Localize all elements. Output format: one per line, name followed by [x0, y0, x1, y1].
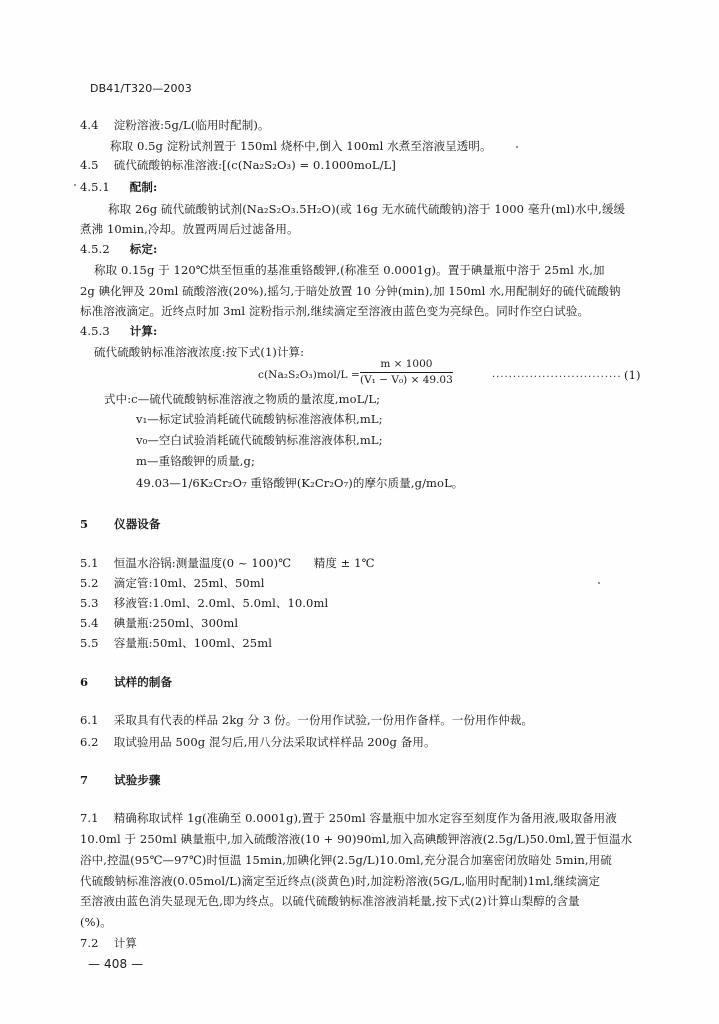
section-4-5-1: [80, 182, 157, 194]
list-item: [80, 558, 375, 570]
paragraph-line: 浴中,控温(95℃—97℃)时恒温 15min,加碘化钾(2.5g/L)10.0ml,充分混合加塞密闭放暗处 5min,用硫: [80, 853, 612, 867]
section-number: 4.5.3: [80, 324, 110, 338]
section-number: 5: [80, 517, 89, 531]
paragraph-line: 称取 0.15g 于 120℃烘至恒重的基准重铬酸钾,(称准至 0.0001g)。置于碘量瓶中溶于 25ml 水,加: [94, 263, 605, 277]
scan-speck: [516, 146, 518, 148]
formula-where: v₀—空白试验消耗硫代硫酸钠标准溶液体积,mL;: [136, 433, 383, 447]
document-header: DB41/T320—2003: [90, 82, 192, 95]
formula-fraction: [360, 359, 453, 385]
section-number: 4.5.1: [80, 180, 110, 194]
paragraph-line: (%)。: [80, 915, 112, 929]
section-5-heading: [80, 519, 161, 531]
section-number: 4.5: [80, 158, 99, 172]
scan-speck: [74, 184, 76, 186]
paragraph-first-line: 精确称取试样 1g(准确至 0.0001g),置于 250ml 容量瓶中加水定容至刻度作为备用液,吸取备用液: [113, 811, 617, 825]
section-title: 计算:: [129, 324, 158, 338]
list-item: [80, 578, 265, 590]
section-title: 仪器设备: [114, 517, 161, 531]
section-title: 淀粉溶液:5g/L(临用时配制)。: [113, 118, 270, 132]
section-4-5: [80, 160, 396, 172]
formula-where: v₁—标定试验消耗硫代硫酸钠标准溶液体积,mL;: [136, 412, 383, 426]
section-title: 试样的制备: [114, 675, 173, 689]
paragraph-line: 硫代硫酸钠标准溶液浓度:按下式(1)计算:: [94, 345, 305, 359]
formula-leader-dots: ...............................: [492, 369, 622, 380]
item-text: 碘量瓶:250ml、300ml: [113, 616, 239, 630]
section-title: 试验步骤: [114, 773, 161, 787]
section-number: 7.1: [80, 811, 99, 825]
paragraph-line: 2g 碘化钾及 20ml 硫酸溶液(20%),摇匀,于暗处放置 10 分钟(min),加 150ml 水,用配制好的硫代硫酸钠: [80, 284, 621, 298]
item-number: 6.1: [80, 713, 99, 727]
item-text: 恒温水浴锅:测量温度(0 ~ 100)℃ 精度 ± 1℃: [113, 556, 375, 570]
formula-denominator: (V₁ − V₀) × 49.03: [360, 373, 453, 386]
section-7-2: [80, 938, 137, 950]
list-item: [80, 737, 436, 749]
formula-numerator: m × 1000: [360, 359, 453, 373]
page-number: — 408 —: [88, 957, 144, 971]
paragraph-line: 代硫酸钠标准溶液(0.05mol/L)滴定至近终点(淡黄色)时,加淀粉溶液(5G/L,临用时配制)1ml,继续滴定: [80, 874, 601, 888]
item-number: 5.1: [80, 556, 99, 570]
formula-equation-number: (1): [624, 368, 641, 382]
paragraph-line: 至溶液由蓝色消失显现无色,即为终点。以硫代硫酸钠标准溶液消耗量,按下式(2)计算山梨醇的含量: [80, 894, 580, 908]
formula-where: 49.03—1/6K₂Cr₂O₇ 重铬酸钾(K₂Cr₂O₇)的摩尔质量,g/moL。: [136, 476, 464, 490]
list-item: [80, 638, 272, 650]
section-6-heading: [80, 677, 172, 689]
section-title: 标定:: [129, 242, 158, 256]
paragraph-line: 标准溶液滴定。近终点时加 3ml 淀粉指示剂,继续滴定至溶液由蓝色变为亮绿色。同时作空白试验。: [80, 304, 590, 318]
item-number: 5.3: [80, 596, 99, 610]
scan-speck: [598, 582, 600, 584]
section-4-5-2: [80, 244, 157, 256]
section-number: 6: [80, 675, 89, 689]
section-4-4: [80, 120, 270, 132]
list-item: [80, 618, 238, 630]
paragraph-line: 10.0ml 于 250ml 碘量瓶中,加入硫酸溶液(10 + 90)90ml,加入高碘酸钾溶液(2.5g/L)50.0ml,置于恒温水: [80, 832, 633, 846]
formula-lhs: c(Na₂S₂O₃)mol/L =: [258, 369, 360, 381]
section-title: 计算: [113, 936, 137, 950]
paragraph-line: 称取 26g 硫代硫酸钠试剂(Na₂S₂O₃.5H₂O)(或 16g 无水硫代硫酸钠)溶于 1000 毫升(ml)水中,缓缓: [108, 202, 626, 216]
item-number: 5.4: [80, 616, 99, 630]
list-item: [80, 715, 533, 727]
item-text: 取试验用品 500g 混匀后,用八分法采取试样样品 200g 备用。: [113, 735, 436, 749]
item-text: 容量瓶:50ml、100ml、25ml: [113, 636, 273, 650]
formula-where: 式中:c—硫代硫酸钠标准溶液之物质的量浓度,moL/L;: [104, 392, 381, 406]
section-number: 7.2: [80, 936, 99, 950]
paragraph: 称取 0.5g 淀粉试剂置于 150ml 烧杯中,倒入 100ml 水煮至溶液呈透明。: [110, 139, 492, 153]
section-7-heading: [80, 775, 161, 787]
section-title: 硫代硫酸钠标准溶液:[(c(Na₂S₂O₃) = 0.1000moL/L]: [113, 158, 396, 172]
section-number: 7: [80, 773, 89, 787]
item-text: 滴定管:10ml、25ml、50ml: [113, 576, 265, 590]
section-number: 4.5.2: [80, 242, 110, 256]
item-number: 6.2: [80, 735, 99, 749]
section-title: 配制:: [129, 180, 158, 194]
formula-where: m—重铬酸钾的质量,g;: [136, 454, 255, 468]
list-item: [80, 598, 328, 610]
section-number: 4.4: [80, 118, 99, 132]
item-number: 5.5: [80, 636, 99, 650]
item-number: 5.2: [80, 576, 99, 590]
section-4-5-3: [80, 326, 157, 338]
item-text: 采取具有代表的样品 2kg 分 3 份。一份用作试验,一份用作备样。一份用作仲裁。: [113, 713, 534, 727]
paragraph-line: 煮沸 10min,冷却。放置两周后过滤备用。: [80, 222, 299, 236]
item-text: 移液管:1.0ml、2.0ml、5.0ml、10.0ml: [113, 596, 329, 610]
section-7-1: [80, 813, 617, 825]
